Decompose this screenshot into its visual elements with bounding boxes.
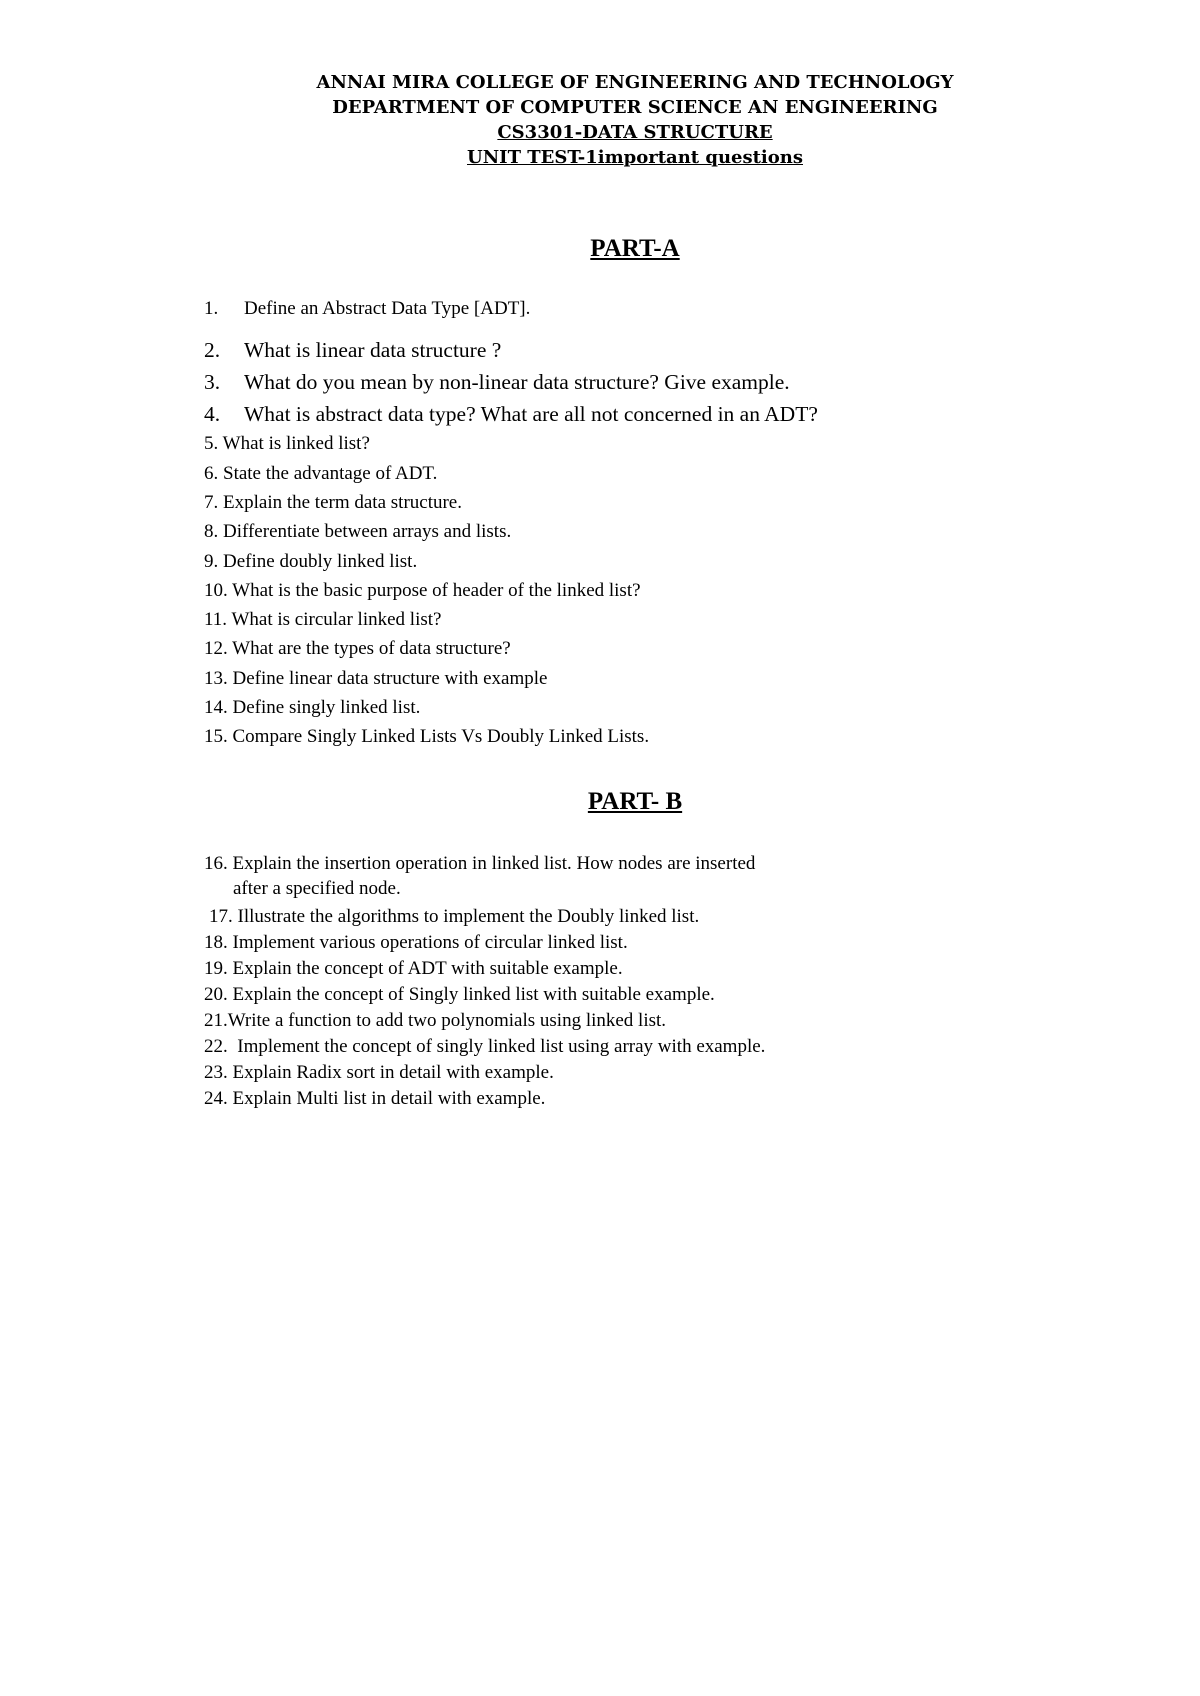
question-item: [204, 580, 641, 602]
question-text: What are the types of data structure?: [232, 638, 511, 659]
question-item: [204, 492, 462, 514]
question-text: Write a function to add two polynomials using linked list.: [227, 1010, 667, 1031]
question-text: What is linear data structure ?: [244, 338, 502, 362]
question-number: 23.: [204, 1062, 228, 1083]
course-title: CS3301-DATA STRUCTURE: [497, 122, 773, 143]
question-number: 20.: [204, 984, 228, 1005]
question-item: [204, 1062, 554, 1084]
question-number: 1.: [204, 298, 219, 319]
question-number: 7.: [204, 492, 219, 513]
question-item: [204, 1036, 765, 1058]
question-number: 15.: [204, 726, 228, 747]
question-text: What is the basic purpose of header of the linked list?: [232, 580, 641, 601]
question-item: [204, 668, 547, 690]
question-text: What is circular linked list?: [231, 609, 442, 630]
department-name: DEPARTMENT OF COMPUTER SCIENCE AN ENGINEERING: [332, 97, 938, 118]
part-b-heading: PART- B: [587, 788, 683, 815]
question-item: [204, 1010, 666, 1032]
question-item: [204, 337, 501, 363]
question-number: 17.: [209, 906, 233, 927]
question-text: Explain the concept of ADT with suitable example.: [232, 958, 623, 979]
question-item: [204, 932, 628, 954]
question-number: 11.: [204, 609, 228, 630]
part-a-heading: PART-A: [590, 235, 680, 262]
college-name: ANNAI MIRA COLLEGE OF ENGINEERING AND TECHNOLOGY: [316, 72, 954, 93]
question-number: 14.: [204, 697, 228, 718]
question-item: [204, 298, 530, 320]
question-text: What is linked list?: [222, 433, 370, 454]
question-number: 24.: [204, 1088, 228, 1109]
question-number: 9.: [204, 551, 219, 572]
question-number: 6.: [204, 463, 219, 484]
question-number: 16.: [204, 853, 228, 874]
document-header: [0, 70, 1200, 170]
question-continuation: after a specified node.: [233, 878, 401, 899]
question-item: [204, 433, 370, 455]
question-item: [209, 906, 699, 928]
question-text: What is abstract data type? What are all not concerned in an ADT?: [244, 402, 818, 426]
question-item: [204, 984, 715, 1006]
question-text: Illustrate the algorithms to implement the Doubly linked list.: [237, 906, 700, 927]
question-text: Explain Multi list in detail with example.: [232, 1088, 546, 1109]
question-number: 19.: [204, 958, 228, 979]
question-item: [204, 609, 441, 631]
question-text: Implement the concept of singly linked list using array with example.: [237, 1036, 766, 1057]
question-text: Explain the concept of Singly linked list with suitable example.: [232, 984, 715, 1005]
question-number: 22.: [204, 1036, 228, 1057]
question-number: 12.: [204, 638, 228, 659]
question-number: 18.: [204, 932, 228, 953]
question-number: 13.: [204, 668, 228, 689]
question-number: 3.: [204, 370, 221, 394]
question-text: Explain Radix sort in detail with example.: [232, 1062, 554, 1083]
question-item: [204, 638, 511, 660]
question-item: [204, 958, 623, 980]
question-item: [204, 551, 417, 573]
question-text: Define singly linked list.: [232, 697, 421, 718]
question-text: Compare Singly Linked Lists Vs Doubly Linked Lists.: [232, 726, 650, 747]
question-text: Define an Abstract Data Type [ADT].: [244, 298, 531, 319]
question-item: [204, 726, 649, 748]
question-number: 5.: [204, 433, 219, 454]
question-item: [204, 853, 755, 875]
question-number: 8.: [204, 521, 219, 542]
question-text: What do you mean by non-linear data structure? Give example.: [244, 370, 790, 394]
question-number: 10.: [204, 580, 228, 601]
test-title: UNIT TEST-1important questions: [467, 147, 803, 168]
question-item: [204, 401, 818, 427]
question-text: Explain the term data structure.: [223, 492, 462, 513]
question-text: Define linear data structure with example: [232, 668, 548, 689]
question-text: Implement various operations of circular linked list.: [232, 932, 628, 953]
question-item: [204, 697, 420, 719]
question-number: 21.: [204, 1010, 228, 1031]
question-item: [204, 1088, 545, 1110]
question-text: Explain the insertion operation in linked list. How nodes are inserted: [232, 853, 756, 874]
question-item: [204, 521, 511, 543]
question-number: 4.: [204, 402, 221, 426]
question-text: Define doubly linked list.: [223, 551, 418, 572]
question-item: [204, 369, 790, 395]
question-text: Differentiate between arrays and lists.: [223, 521, 512, 542]
question-item: [204, 463, 437, 485]
question-text: State the advantage of ADT.: [223, 463, 438, 484]
question-number: 2.: [204, 338, 221, 362]
